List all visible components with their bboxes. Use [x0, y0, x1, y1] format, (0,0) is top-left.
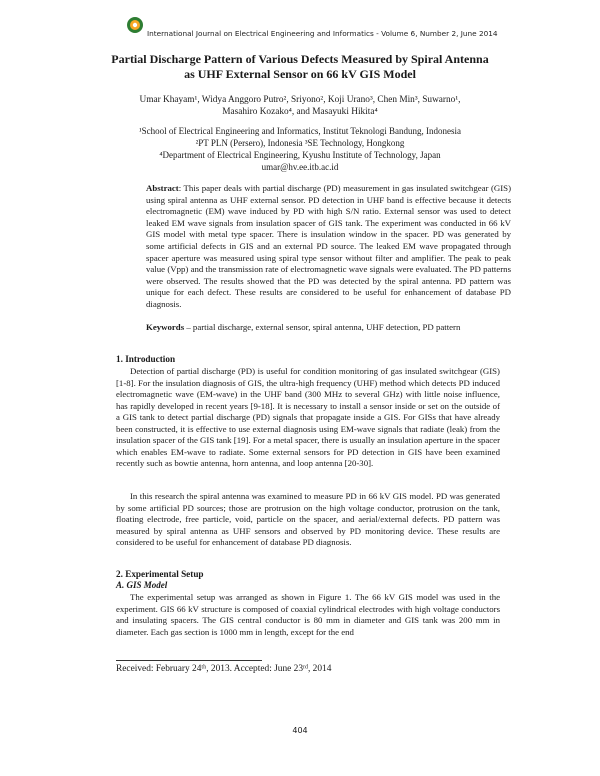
- intro-paragraph-1: Detection of partial discharge (PD) is useful for condition monitoring of gas insulated switchgear (GIS) [1-8]. For the insulation diagnosis of GIS, the ultra-high frequency (UHF) method which detects PD induced electromagnetic wave (EM-wave) in the UHF band (300 MHz to several GHz) with little noise influence, has rapidly developed in recent years [9-18]. It is necessary to install a sensor inside or set on the outside of a GIS tank to detect partial discharge (PD) signals that propagate inside a GIS. For GISs that have already been constructed, it is effective to use external diagnosis using EM-wave signals that radiate (leak) from the insulation spacer of the GIS tank [19]. For a metal spacer, there is usually an insulation aperture in the spacer which enables EM-wave to radiate. Some external sensors for PD detection in GIS have been examined recently such as bowtie antenna, horn antenna, and loop antenna [20-30].: [116, 366, 500, 468]
- title-line-2: as UHF External Sensor on 66 kV GIS Model: [184, 67, 416, 81]
- abstract: [146, 183, 511, 311]
- footnote-divider: [116, 660, 262, 661]
- title-line-1: Partial Discharge Pattern of Various Defects Measured by Spiral Antenna: [111, 52, 489, 66]
- authors-line-2: Masahiro Kozako⁴, and Masayuki Hikita⁴: [222, 107, 378, 117]
- keywords-label: Keywords: [146, 322, 185, 332]
- received-dates: Received: February 24ᵗʰ, 2013. Accepted: June 23ʳᵈ, 2014: [116, 664, 332, 674]
- affiliation-2: ²PT PLN (Persero), Indonesia ³SE Technology, Hongkong: [195, 138, 405, 148]
- abstract-label: Abstract: [146, 183, 179, 193]
- author-list: [100, 94, 500, 118]
- journal-header: International Journal on Electrical Engineering and Informatics - Volume 6, Number 2, June 2014: [147, 29, 498, 38]
- affiliations: [80, 125, 520, 173]
- page-number: 404: [292, 726, 308, 735]
- affiliation-3: ⁴Department of Electrical Engineering, Kyushu Institute of Technology, Japan: [159, 150, 441, 160]
- paper-title: [100, 52, 500, 82]
- keywords: [146, 322, 511, 334]
- affiliation-1: ¹School of Electrical Engineering and Informatics, Institut Teknologi Bandung, Indonesia: [138, 126, 462, 136]
- intro-paragraph-2: In this research the spiral antenna was examined to measure PD in 66 kV GIS model. PD was generated by some artificial PD sources; those are protrusion on the high voltage conductor, protrusion on the tank, floating electrode, free particle, void, particle on the spacer, and aerial/external defects. PD pattern was measured by spiral antenna as UHF sensors and observed by PD monitoring device. These results are considered to be useful for enhancement of database PD diagnosis.: [116, 491, 500, 547]
- abstract-text: : This paper deals with partial discharge (PD) measurement in gas insulated switchgear (GIS) using spiral antenna as UHF external sensor. PD detection in UHF band is effective because it detects electromagnetic (EM) wave induced by PD with high S/N ratio. External sensor was used to detect leaked EM wave signals from insulation spacer of GIS tank. The experiment was conducted in 66 kV GIS model with metal type spacer. There is insulation window in the spacer. PD was generated by some artificial defects in GIS and an external PD source. The leaked EM wave propagated through spacer aperture was measured using spiral type sensor without filter and amplifier. The peak to peak value (Vpp) and the transmission rate of electromagnetic wave signals were evaluated. The PD patterns were observed. The results showed that the PD was detected by the spiral antenna. PD pattern was unique for each defect. These results are considered to be useful for enhancement of database PD diagnosis.: [146, 183, 511, 309]
- subsection-a-heading: A. GIS Model: [116, 580, 168, 590]
- setup-paragraph-1: The experimental setup was arranged as shown in Figure 1. The 66 kV GIS model was used in the experiment. GIS 66 kV structure is composed of coaxial cylindrical electrodes with high voltage conductors and insulating spacers. The GIS central conductor is 80 mm in diameter and GIS tank was 200 mm in diameter. Each gas section is 1000 mm in length, except for the end: [116, 592, 500, 637]
- authors-line-1: Umar Khayam¹, Widya Anggoro Putro², Sriyono², Koji Urano³, Chen Min³, Suwarno¹,: [139, 95, 461, 105]
- author-email: umar@hv.ee.itb.ac.id: [261, 162, 339, 172]
- section-2-heading: 2. Experimental Setup: [116, 569, 204, 579]
- section-1-heading: 1. Introduction: [116, 354, 176, 364]
- journal-logo-icon: [126, 16, 144, 34]
- keywords-text: – partial discharge, external sensor, spiral antenna, UHF detection, PD pattern: [184, 322, 461, 332]
